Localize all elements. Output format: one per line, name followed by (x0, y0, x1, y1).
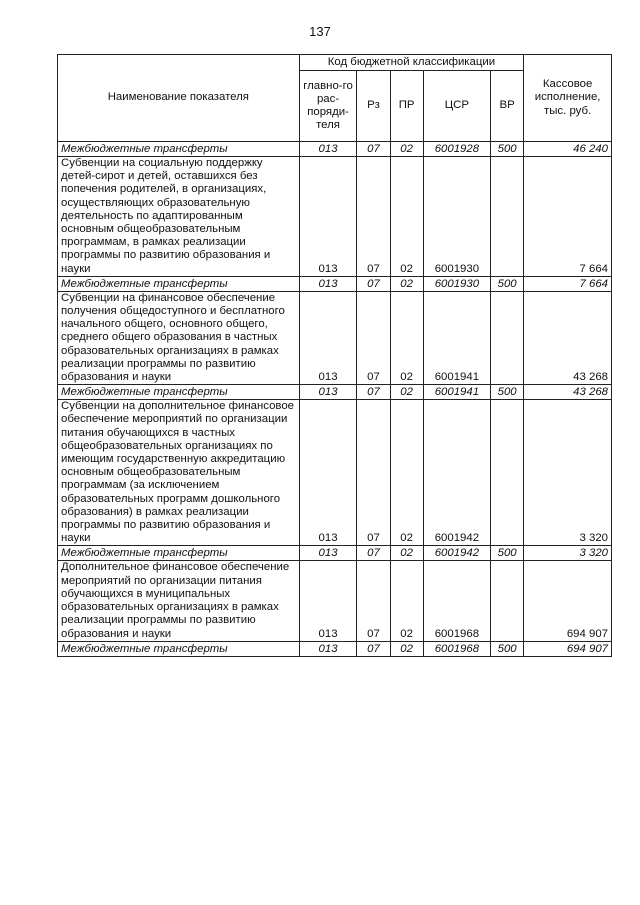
table-row (58, 291, 612, 384)
table-row (58, 641, 612, 656)
row-name: Субвенции на финансовое обеспечение получения общедоступного и бесплатного начального общего, основного общего, среднего общего образования в частных образовательных организациях в рамках реализации программы по развитию образования и науки (58, 291, 300, 384)
table-row (58, 546, 612, 561)
row-vr: 500 (491, 276, 524, 291)
row-main-manager: 013 (299, 291, 357, 384)
row-amount: 43 268 (524, 291, 612, 384)
row-csr: 6001968 (423, 641, 490, 656)
row-name: Субвенции на социальную поддержку детей-сирот и детей, оставшихся без попечения родителей, в организациях, осуществляющих образовательную деятельность по адаптированным основным общеобразовательным программам, в рамках реализации программы по развитию образования и науки (58, 157, 300, 277)
row-csr: 6001942 (423, 546, 490, 561)
table-row (58, 400, 612, 546)
row-amount: 46 240 (524, 142, 612, 157)
row-name: Межбюджетные трансферты (58, 276, 300, 291)
row-rz: 07 (357, 157, 390, 277)
row-amount: 3 320 (524, 546, 612, 561)
header-vr: ВР (491, 71, 524, 142)
row-rz: 07 (357, 546, 390, 561)
row-pr: 02 (390, 157, 423, 277)
row-pr: 02 (390, 142, 423, 157)
header-main-manager: главно-го рас-поряди-теля (299, 71, 357, 142)
row-pr: 02 (390, 641, 423, 656)
row-csr: 6001941 (423, 291, 490, 384)
row-pr: 02 (390, 546, 423, 561)
row-csr: 6001942 (423, 400, 490, 546)
row-main-manager: 013 (299, 561, 357, 641)
header-pr: ПР (390, 71, 423, 142)
header-csr: ЦСР (423, 71, 490, 142)
table-row (58, 276, 612, 291)
header-rz: Рз (357, 71, 390, 142)
row-amount: 694 907 (524, 561, 612, 641)
row-amount: 3 320 (524, 400, 612, 546)
row-rz: 07 (357, 385, 390, 400)
budget-execution-table (57, 54, 612, 657)
row-pr: 02 (390, 291, 423, 384)
row-rz: 07 (357, 561, 390, 641)
header-cash-execution: Кассовое исполнение, тыс. руб. (524, 55, 612, 142)
row-main-manager: 013 (299, 276, 357, 291)
row-name: Межбюджетные трансферты (58, 546, 300, 561)
row-vr: 500 (491, 546, 524, 561)
row-name: Межбюджетные трансферты (58, 385, 300, 400)
page-number: 137 (309, 24, 331, 39)
row-pr: 02 (390, 400, 423, 546)
table-row (58, 142, 612, 157)
row-main-manager: 013 (299, 385, 357, 400)
header-budget-classification: Код бюджетной классификации (299, 55, 524, 71)
row-vr (491, 400, 524, 546)
table-row (58, 157, 612, 277)
row-pr: 02 (390, 561, 423, 641)
row-vr (491, 157, 524, 277)
table-row (58, 385, 612, 400)
row-rz: 07 (357, 142, 390, 157)
row-name: Межбюджетные трансферты (58, 641, 300, 656)
header-indicator-name: Наименование показателя (58, 55, 300, 142)
row-vr: 500 (491, 641, 524, 656)
row-rz: 07 (357, 291, 390, 384)
row-csr: 6001941 (423, 385, 490, 400)
table-row (58, 561, 612, 641)
row-vr (491, 291, 524, 384)
row-csr: 6001968 (423, 561, 490, 641)
row-vr: 500 (491, 385, 524, 400)
row-csr: 6001930 (423, 157, 490, 277)
row-name: Дополнительное финансовое обеспечение мероприятий по организации питания обучающихся в муниципальных образовательных организациях в рамках реализации программы по развитию образования и науки (58, 561, 300, 641)
row-amount: 694 907 (524, 641, 612, 656)
row-main-manager: 013 (299, 641, 357, 656)
row-main-manager: 013 (299, 546, 357, 561)
row-rz: 07 (357, 641, 390, 656)
row-name: Межбюджетные трансферты (58, 142, 300, 157)
row-amount: 7 664 (524, 276, 612, 291)
row-main-manager: 013 (299, 157, 357, 277)
row-amount: 7 664 (524, 157, 612, 277)
row-vr (491, 561, 524, 641)
row-name: Субвенции на дополнительное финансовое обеспечение мероприятий по организации питания обучающихся в частных общеобразовательных организациях по имеющим государственную аккредитацию основным общеобразовательным программам (за исключением образовательных программ дошкольного образования) в рамках реализации программы по развитию образования и науки (58, 400, 300, 546)
row-rz: 07 (357, 276, 390, 291)
row-pr: 02 (390, 276, 423, 291)
row-main-manager: 013 (299, 400, 357, 546)
row-vr: 500 (491, 142, 524, 157)
row-csr: 6001930 (423, 276, 490, 291)
row-pr: 02 (390, 385, 423, 400)
row-amount: 43 268 (524, 385, 612, 400)
row-rz: 07 (357, 400, 390, 546)
row-main-manager: 013 (299, 142, 357, 157)
row-csr: 6001928 (423, 142, 490, 157)
